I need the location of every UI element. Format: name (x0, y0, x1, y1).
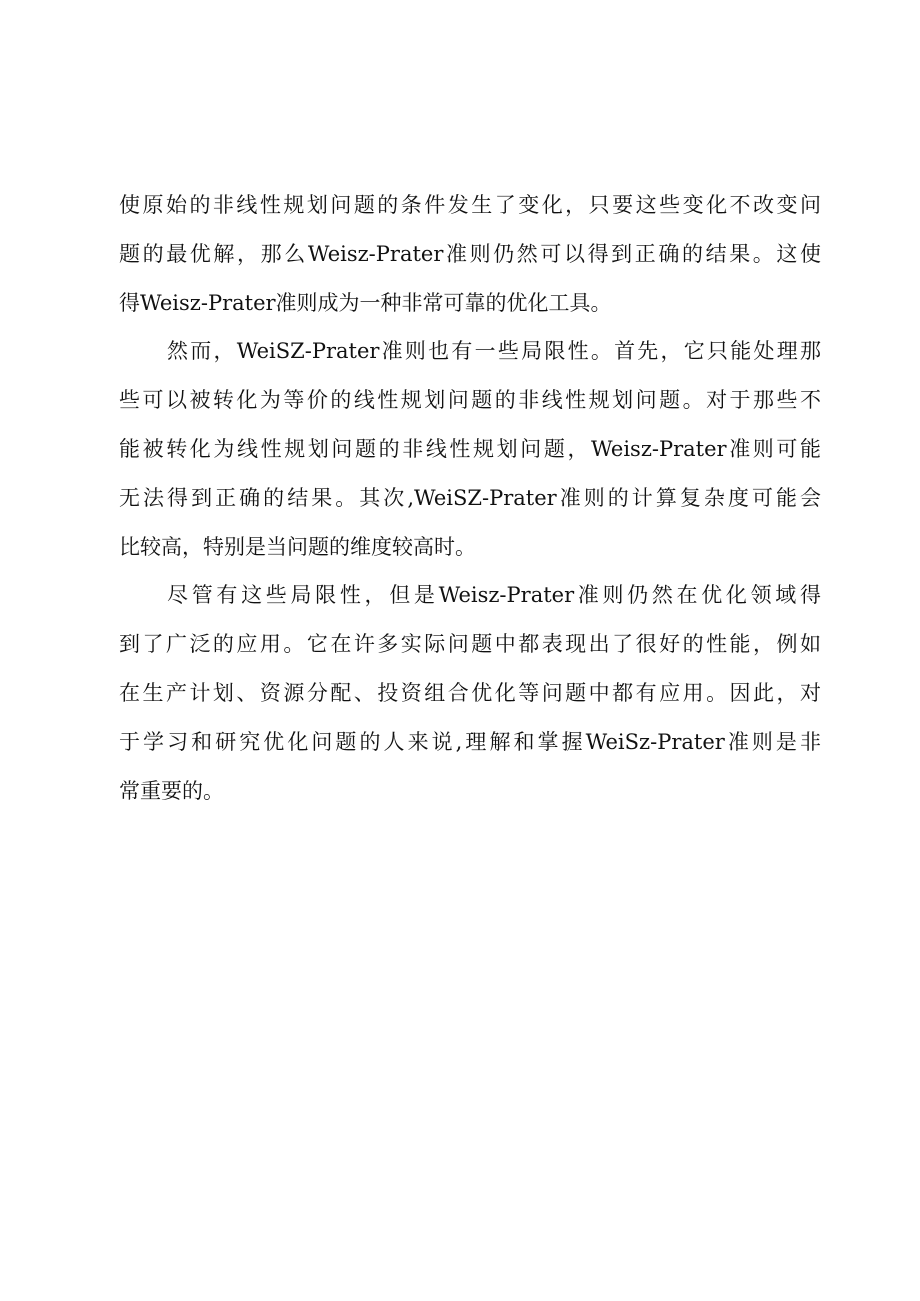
paragraph-line: 使原始的非线性规划问题的条件发生了变化，只要这些变化不改变问 (119, 193, 821, 217)
paragraph-line: 在生产计划、资源分配、投资组合优化等问题中都有应用。因此，对 (119, 680, 821, 705)
paragraph-line: 然而，WeiSZ-Prater准则也有一些局限性。首先，它只能处理那 (167, 339, 821, 364)
paragraph-line: 无法得到正确的结果。其次,WeiSZ-Prater准则的计算复杂度可能会 (119, 485, 821, 510)
paragraph-line: 得Weisz-Prater准则成为一种非常可靠的优化工具。 (119, 290, 612, 315)
paragraph-2 (119, 327, 821, 571)
paragraph-line: 尽管有这些局限性，但是Weisz-Prater准则仍然在优化领域得 (167, 583, 821, 608)
paragraph-1 (119, 181, 821, 327)
paragraph-line: 能被转化为线性规划问题的非线性规划问题，Weisz-Prater准则可能 (119, 436, 821, 461)
paragraph-line: 到了广泛的应用。它在许多实际问题中都表现出了很好的性能，例如 (119, 632, 821, 657)
paragraph-line: 些可以被转化为等价的线性规划问题的非线性规划问题。对于那些不 (119, 388, 821, 413)
paragraph-line: 于学习和研究优化问题的人来说,理解和掌握WeiSz-Prater准则是非 (119, 729, 821, 754)
paragraph-line: 比较高，特别是当问题的维度较高时。 (119, 534, 476, 559)
body-text (119, 181, 821, 815)
paragraph-line: 常重要的。 (119, 778, 224, 803)
paragraph-line: 题的最优解，那么Weisz-Prater准则仍然可以得到正确的结果。这使 (119, 241, 821, 266)
paragraph-3 (119, 571, 821, 815)
